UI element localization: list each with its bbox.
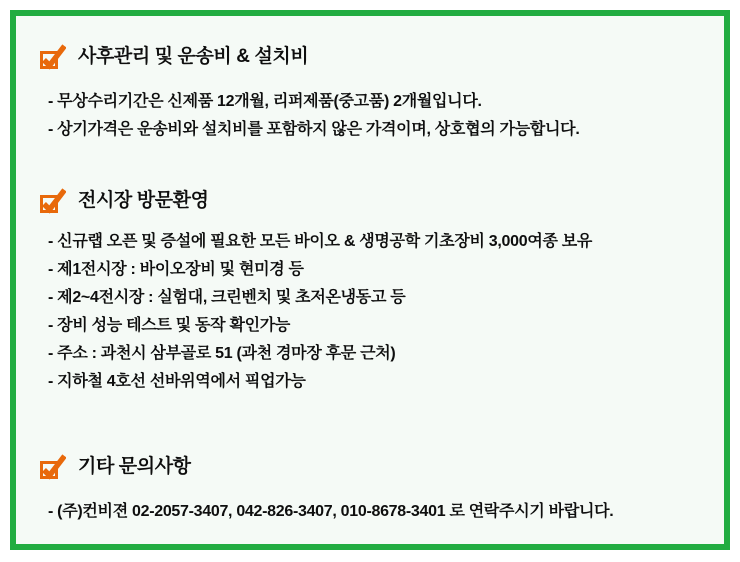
- list-item: - 무상수리기간은 신제품 12개월, 리퍼제품(중고품) 2개월입니다.: [48, 93, 482, 110]
- section-heading: [38, 44, 706, 70]
- section-heading: [38, 454, 706, 480]
- section-heading-label: 기타 문의사항: [78, 456, 191, 477]
- checked-checkbox-icon: [38, 454, 66, 480]
- list-item: - 주소 : 과천시 삼부골로 51 (과천 경마장 후문 근처): [48, 345, 396, 362]
- notice-panel: [10, 10, 730, 550]
- section-after-service: [38, 44, 706, 144]
- list-item: - 장비 성능 테스트 및 동작 확인가능: [48, 317, 291, 334]
- section-heading: [38, 188, 706, 214]
- list-item: - (주)컨비젼 02-2057-3407, 042-826-3407, 010-8678-3401 로 연락주시기 바랍니다.: [48, 503, 614, 520]
- checked-checkbox-icon: [38, 188, 66, 214]
- list-item: - 제1전시장 : 바이오장비 및 현미경 등: [48, 261, 304, 278]
- section-item-list: [38, 498, 706, 526]
- list-item: - 제2~4전시장 : 실험대, 크린벤치 및 초저온냉동고 등: [48, 289, 406, 306]
- section-heading-label: 전시장 방문환영: [78, 190, 209, 211]
- list-item: - 지하철 4호선 선바위역에서 픽업가능: [48, 373, 306, 390]
- checked-checkbox-icon: [38, 44, 66, 70]
- list-item: - 신규랩 오픈 및 증설에 필요한 모든 바이오 & 생명공학 기초장비 3,000여종 보유: [48, 233, 593, 250]
- list-item: - 상기가격은 운송비와 설치비를 포함하지 않은 가격이며, 상호협의 가능합니다.: [48, 121, 580, 138]
- section-showroom: [38, 188, 706, 396]
- section-item-list: [38, 88, 706, 144]
- section-heading-label: 사후관리 및 운송비 & 설치비: [78, 46, 309, 67]
- section-contact: [38, 454, 706, 526]
- section-item-list: [38, 228, 706, 396]
